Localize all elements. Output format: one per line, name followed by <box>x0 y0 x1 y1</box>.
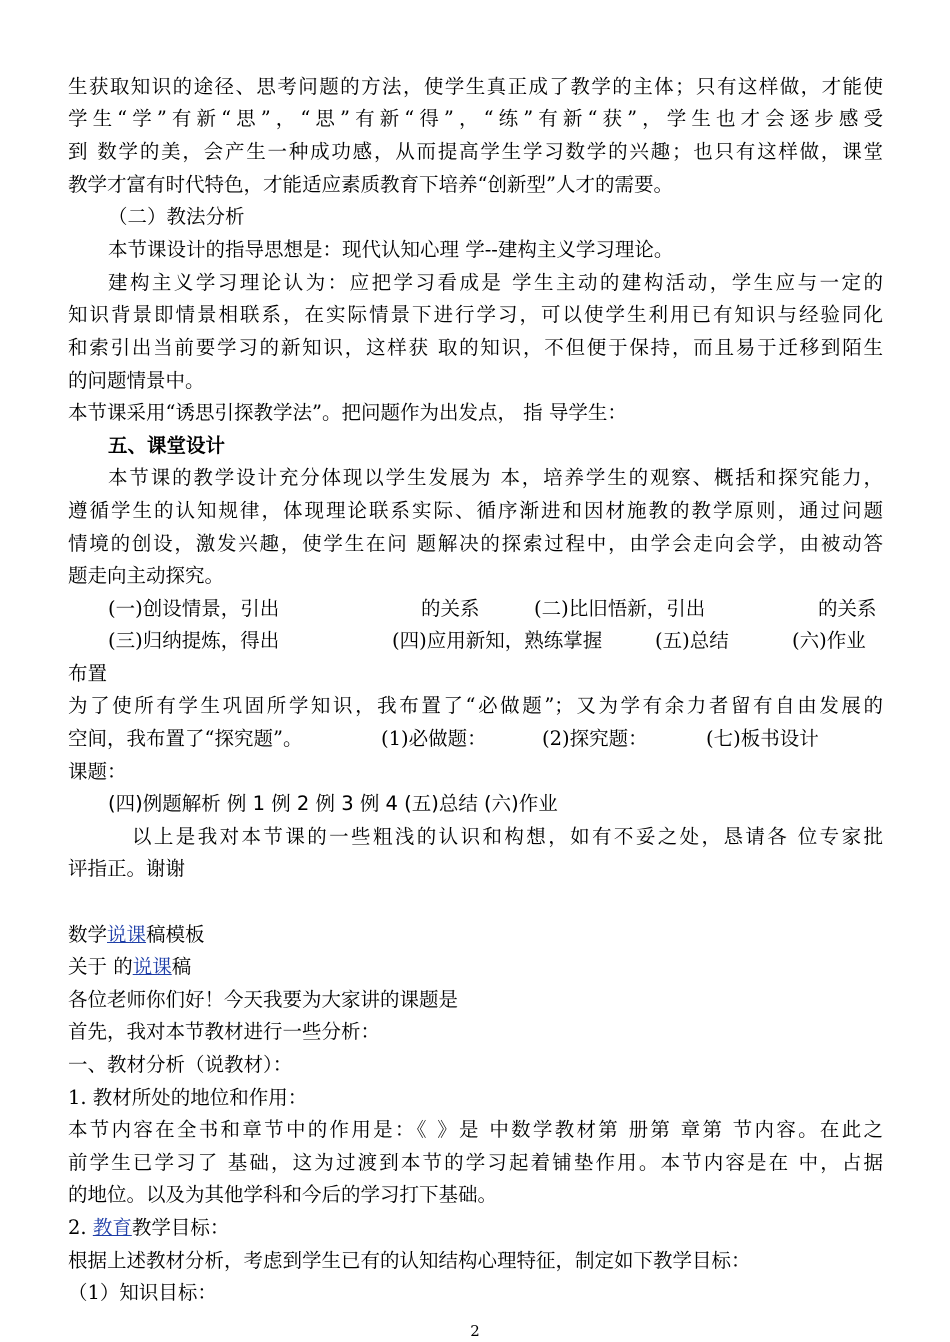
paragraph-line: 本节课采用“诱思引探教学法”。把问题作为出发点， 指 导学生： <box>68 401 627 424</box>
paragraph-line: 根据上述教材分析，考虑到学生已有的认知结构心理特征，制定如下教学目标： <box>68 1249 751 1272</box>
step-item: 的关系 <box>818 597 877 620</box>
template-title: 数学说课稿模板 <box>68 923 205 946</box>
paragraph-line: 和索引出当前要学习的新知识，这样获 取的知识，不但便于保持，而且易于迁移到陌生 <box>68 336 883 359</box>
page-number: 2 <box>470 1322 480 1340</box>
paragraph-line: 1. 教材所处的地位和作用： <box>68 1086 308 1109</box>
paragraph-line: 前学生已学习了 基础，这为过渡到本节的学习起着铺垫作用。本节内容是在 中，占据 <box>68 1151 883 1174</box>
link-shuoke[interactable]: 说课 <box>107 923 147 946</box>
paragraph-line: (2)探究题： <box>542 727 648 750</box>
paragraph-line: (1)必做题： <box>381 727 487 750</box>
paragraph-line: 首先，我对本节教材进行一些分析： <box>68 1020 381 1043</box>
paragraph-line: 本节课设计的指导思想是：现代认知心理 学--建构主义学习理论。 <box>108 238 674 261</box>
link-jiaoyu[interactable]: 教育 <box>92 1216 132 1239</box>
paragraph-line: 各位老师你们好！今天我要为大家讲的课题是 <box>68 988 459 1011</box>
section-heading: 五、课堂设计 <box>108 434 226 457</box>
paragraph-line: 生获取知识的途径、思考问题的方法，使学生真正成了教学的主体；只有这样做，才能使 <box>68 75 883 98</box>
paragraph-line: 遵循学生的认知规律，体现理论联系实际、循序渐进和因材施教的教学原则，通过问题 <box>68 499 883 522</box>
step-item: (二)比旧悟新，引出 <box>534 597 706 620</box>
link-shuoke[interactable]: 说课 <box>132 955 172 978</box>
paragraph-line: 情境的创设，激发兴趣，使学生在问 题解决的探索过程中，由学会走向会学，由被动答 <box>68 532 883 555</box>
section-heading: （二）教法分析 <box>108 205 245 228</box>
paragraph-line: 的地位。以及为其他学科和今后的学习打下基础。 <box>68 1183 498 1206</box>
paragraph-line: 评指正。谢谢 <box>68 857 186 880</box>
paragraph-line: （1）知识目标： <box>68 1281 217 1304</box>
paragraph-line: 题走向主动探究。 <box>68 564 225 587</box>
paragraph-line: 的问题情景中。 <box>68 369 205 392</box>
paragraph-line: 为了使所有学生巩固所学知识，我布置了“必做题”；又为学有余力者留有自由发展的 <box>68 694 883 717</box>
paragraph-line: 空间，我布置了“探究题”。 <box>68 727 303 750</box>
paragraph-line: 知识背景即情景相联系，在实际情景下进行学习，可以使学生利用已有知识与经验同化 <box>68 303 883 326</box>
paragraph-line: 建构主义学习理论认为：应把学习看成是 学生主动的建构活动，学生应与一定的 <box>108 271 883 294</box>
paragraph-line: 教学才富有时代特色，才能适应素质教育下培养“创新型”人才的需要。 <box>68 173 673 196</box>
step-item: (六)作业 <box>792 629 866 652</box>
step-item: (五)总结 <box>655 629 729 652</box>
paragraph-line: 本节内容在全书和章节中的作用是：《 》是 中数学教材第 册第 章第 节内容。在此之 <box>68 1118 883 1141</box>
paragraph-line: 到 数学的美，会产生一种成功感，从而提高学生学习数学的兴趣；也只有这样做，课堂 <box>68 140 883 163</box>
step-item: (四)应用新知，熟练掌握 <box>392 629 603 652</box>
paragraph-line: 课题： <box>68 760 127 783</box>
paragraph-line: (七)板书设计 <box>706 727 819 750</box>
paragraph-line: 本节课的教学设计充分体现以学生发展为 本，培养学生的观察、概括和探究能力， <box>108 466 883 489</box>
step-item: (一)创设情景，引出 <box>108 597 280 620</box>
template-subtitle: 关于 的说课稿 <box>68 955 192 978</box>
section-heading: 一、教材分析（说教材）： <box>68 1053 293 1076</box>
step-item: 的关系 <box>421 597 480 620</box>
paragraph-line: 2. 教育教学目标： <box>68 1216 230 1239</box>
step-item: (三)归纳提炼，得出 <box>108 629 280 652</box>
paragraph-line: 布置 <box>68 662 108 685</box>
paragraph-line: 以上是我对本节课的一些粗浅的认识和构想，如有不妥之处，恳请各 位专家批 <box>132 825 883 848</box>
paragraph-line: 学生“学”有新“思”，“思”有新“得”，“练”有新“获”，学生也才会逐步感受 <box>68 107 883 130</box>
board-design-line: (四)例题解析 例 1 例 2 例 3 例 4 (五)总结 (六)作业 <box>108 792 558 815</box>
